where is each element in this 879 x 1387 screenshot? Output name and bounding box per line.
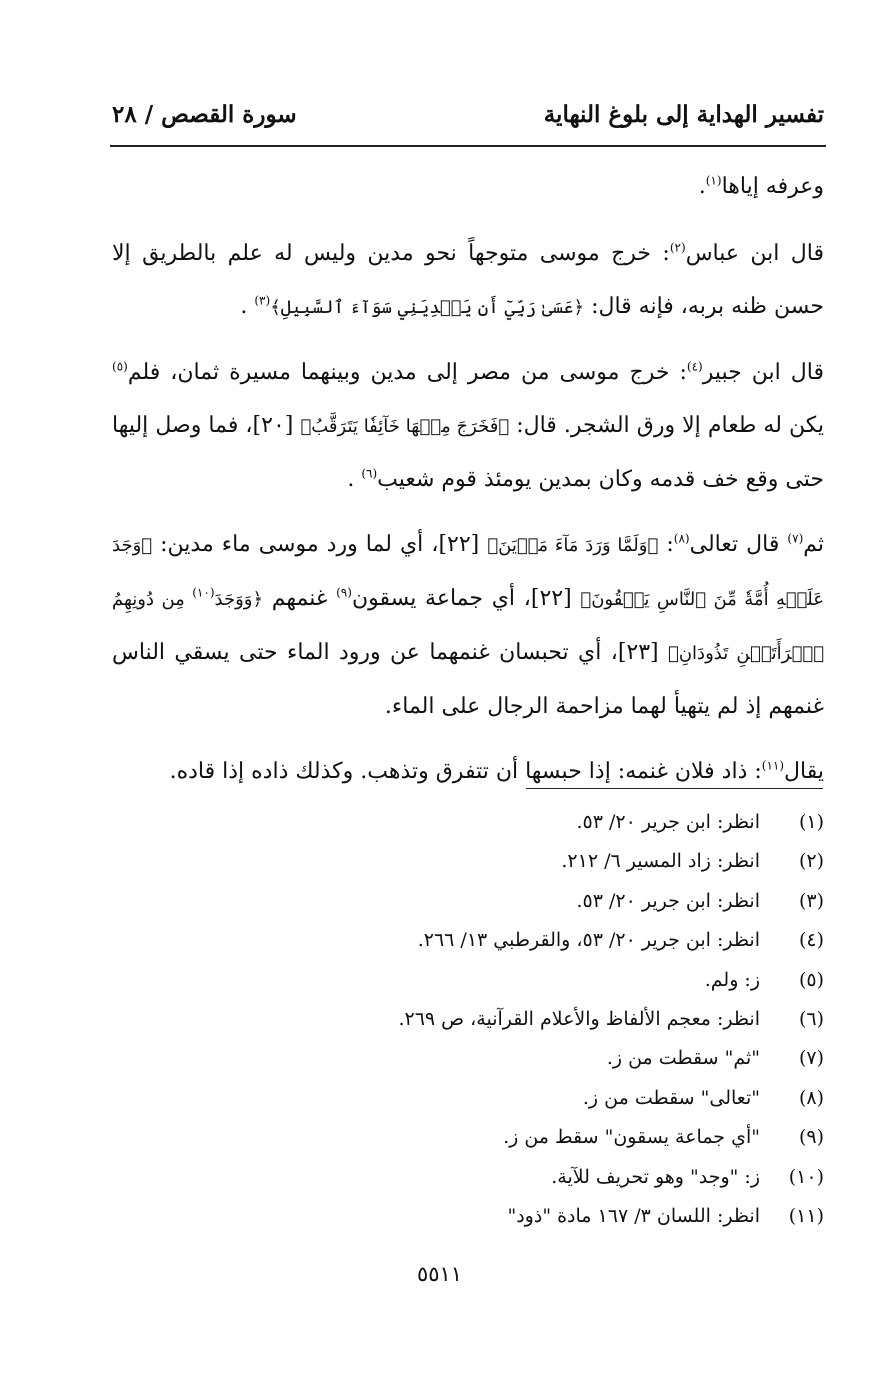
footnote-separator bbox=[526, 788, 823, 789]
footnote-number: (٣) bbox=[798, 889, 824, 912]
paragraph-text: [٢٢]، أي لما ورد موسى ماء مدين: bbox=[152, 532, 488, 557]
footnote-number: (١١) bbox=[788, 1204, 824, 1227]
paragraph-text: : خرج موسى متوجهاً نحو مدين وليس له علم بالطريق إلا حسن ظنه بربه، فإنه قال: bbox=[112, 241, 824, 319]
footnote-item bbox=[112, 1158, 824, 1197]
footnote-item bbox=[112, 921, 824, 960]
footnote-ref: (٦) bbox=[361, 466, 378, 481]
quran-verse: ﴿وَلَمَّا وَرَدَ مَآءَ مَدۡيَنَ﴾ bbox=[487, 535, 659, 556]
paragraph-3 bbox=[112, 346, 824, 506]
quran-verse: ﴿وَوَجَدَ bbox=[214, 589, 264, 610]
footnote-ref: (٧) bbox=[787, 531, 804, 546]
surah-label: سورة القصص / ٢٨ bbox=[112, 101, 297, 128]
footnote-number: (١٠) bbox=[788, 1165, 824, 1188]
paragraph-text: يقال bbox=[784, 759, 824, 784]
footnote-text: ز: ولم. bbox=[704, 968, 760, 991]
paragraph-text: . bbox=[698, 174, 706, 199]
page-number: ٥٥١١ bbox=[416, 1262, 463, 1286]
quran-verse: ﴿وَجَدَ عَلَيۡهِ أُمَّةٗ مِّنَ ٱلنَّاسِ يَسۡقُونَ﴾ bbox=[112, 535, 824, 610]
book-title: تفسير الهداية إلى بلوغ النهاية bbox=[543, 101, 824, 128]
footnote-text: انظر: ابن جرير ٢٠/ ٥٣، والقرطبي ١٣/ ٢٦٦. bbox=[417, 929, 760, 952]
running-header bbox=[112, 101, 824, 137]
footnote-number: (٢) bbox=[798, 850, 824, 873]
paragraph-text: . bbox=[240, 294, 255, 319]
footnote-item bbox=[112, 803, 824, 842]
footnote-item bbox=[112, 842, 824, 881]
footnote-ref: (٢) bbox=[669, 240, 686, 255]
footnotes-list bbox=[112, 803, 824, 1236]
footnote-text: انظر: زاد المسير ٦/ ٢١٢. bbox=[561, 850, 760, 873]
footnote-text: "ثم" سقطت من ز. bbox=[606, 1047, 760, 1070]
footnote-ref: (١١) bbox=[761, 758, 785, 773]
footnote-ref: (٣) bbox=[254, 293, 271, 308]
footnote-item bbox=[112, 961, 824, 1000]
paragraph-4 bbox=[112, 518, 824, 733]
paragraph-text: غنمهم bbox=[263, 586, 337, 611]
paragraph-text: : bbox=[658, 532, 674, 557]
footnote-item bbox=[112, 1079, 824, 1118]
footnote-text: انظر: معجم الألفاظ والأعلام القرآنية، ص ٢٦٩. bbox=[398, 1007, 760, 1030]
paragraph-text: ثم bbox=[803, 532, 825, 557]
footnote-text: "أي جماعة يسقون" سقط من ز. bbox=[503, 1126, 760, 1149]
footnote-text: انظر: ابن جرير ٢٠/ ٥٣. bbox=[576, 889, 760, 912]
footnote-text: "تعالى" سقطت من ز. bbox=[582, 1086, 760, 1109]
quran-verse: ﴿عَسَىٰ رَبِّيٓ أَن يَهۡدِيَنِي سَوَآءَ ٱلسَّبِيلِ﴾ bbox=[270, 297, 585, 318]
header-rule bbox=[110, 145, 826, 147]
footnote-number: (٩) bbox=[798, 1126, 824, 1149]
paragraph-text: [٢٢]، أي جماعة يسقون bbox=[351, 586, 581, 611]
paragraph-text: يكن له طعام إلا ورق الشجر. قال: bbox=[509, 413, 824, 438]
footnote-number: (٥) bbox=[798, 968, 824, 991]
footnote-item bbox=[112, 1197, 824, 1236]
paragraph-text: . bbox=[347, 467, 362, 492]
footnote-number: (٧) bbox=[798, 1047, 824, 1070]
footnote-ref: (٨) bbox=[673, 531, 690, 546]
footnote-text: انظر: ابن جرير ٢٠/ ٥٣. bbox=[576, 811, 760, 833]
footnote-item bbox=[112, 1039, 824, 1078]
footnote-text: ز: "وجد" وهو تحريف للآية. bbox=[551, 1165, 760, 1188]
footnote-ref: (١٠) bbox=[192, 585, 215, 600]
paragraph-1 bbox=[112, 160, 824, 213]
quran-verse: ﴿فَخَرَجَ مِنۡهَا خَآئِفٗا يَتَرَقَّبُ﴾ bbox=[300, 416, 510, 437]
footnote-ref: (٥) bbox=[112, 359, 128, 374]
footnote-item bbox=[112, 1000, 824, 1039]
footnote-number: (٤) bbox=[798, 929, 824, 952]
quran-verse: مِن دُونِهِمُ ٱمۡرَأَتَيۡنِ تَذُودَانِ﴾ bbox=[112, 589, 824, 664]
footnote-number: (٨) bbox=[798, 1086, 824, 1109]
paragraph-text: [٢٠]، فما وصل إليها حتى وقع خف قدمه وكان بمدين يومئذ قوم شعيب bbox=[112, 413, 824, 492]
paragraph-text: قال ابن عباس bbox=[685, 241, 825, 266]
footnote-item bbox=[112, 1118, 824, 1157]
paragraph-2 bbox=[112, 227, 824, 334]
main-text bbox=[112, 160, 824, 810]
footnote-item bbox=[112, 882, 824, 921]
footnote-ref: (٩) bbox=[336, 585, 352, 600]
paragraph-text: قال تعالى bbox=[689, 532, 788, 557]
footnote-ref: (٤) bbox=[686, 359, 703, 374]
paragraph-text: : خرج موسى من مصر إلى مدين وبينهما مسيرة ثمان، فلم bbox=[127, 360, 687, 385]
paragraph-text: قال ابن جبير bbox=[702, 360, 824, 385]
paragraph-text: [٢٣]، أي تحبسان غنمهما عن ورود الماء حتى يسقي الناس غنمهم إذ لم يتهيأ لهما مزاحمة الرجال على الماء. bbox=[112, 640, 824, 719]
footnote-ref: (١) bbox=[705, 173, 722, 188]
footnote-text: انظر: اللسان ٣/ ١٦٧ مادة "ذود" bbox=[507, 1204, 760, 1227]
paragraph-text: وعرفه إياها bbox=[721, 174, 824, 199]
footnote-number: (١) bbox=[798, 811, 824, 833]
paragraph-5 bbox=[112, 745, 824, 798]
paragraph-text: : ذاد فلان غنمه: إذا حبسها أن تتفرق وتذهب. وكذلك ذاده إذا قاده. bbox=[169, 759, 762, 784]
footnote-number: (٦) bbox=[798, 1007, 824, 1030]
